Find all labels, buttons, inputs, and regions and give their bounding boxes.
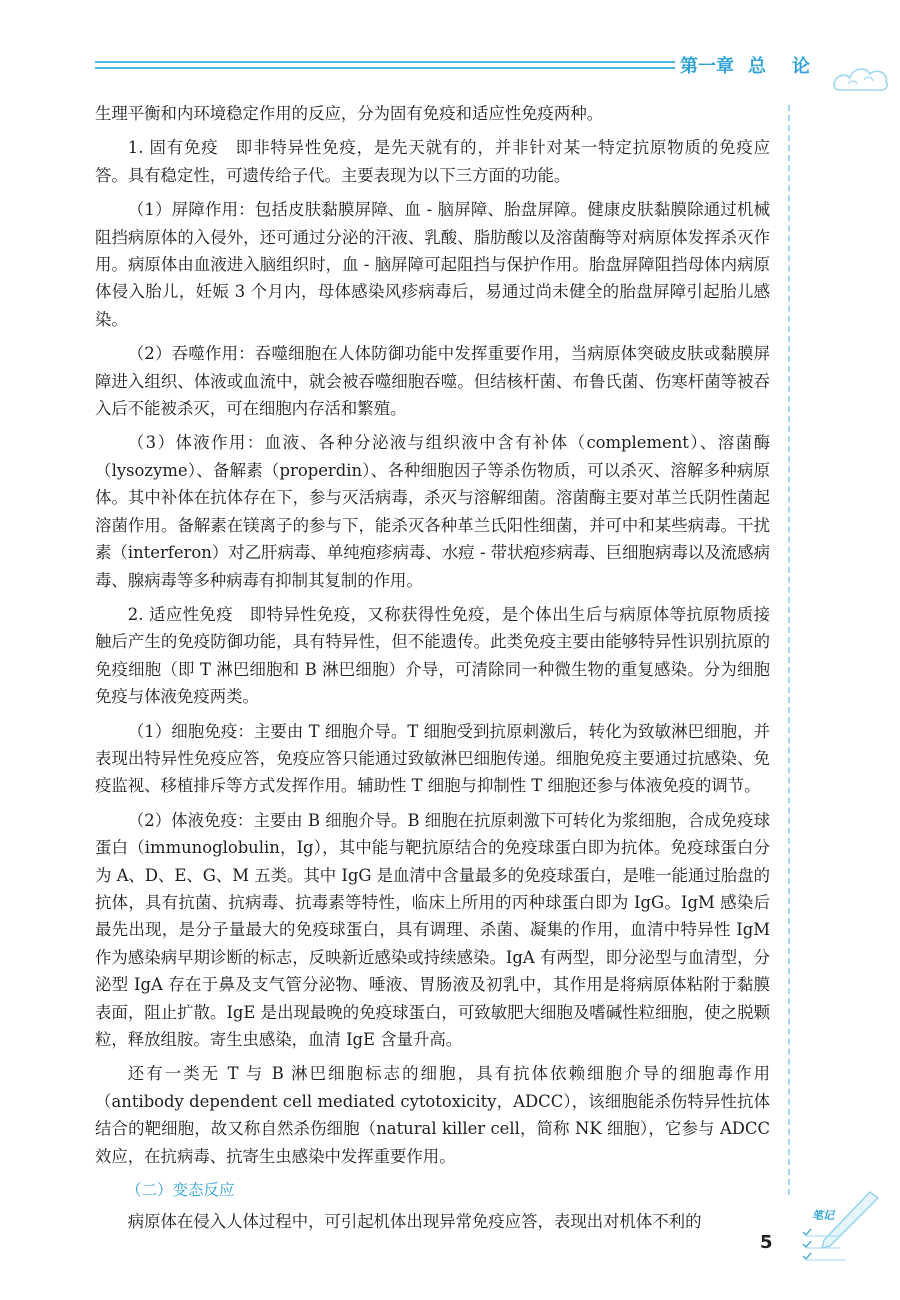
paragraph: （1）细胞免疫：主要由 T 细胞介导。T 细胞受到抗原刺激后，转化为致敏淋巴细胞，并表现出特异性免疫应答，免疫应答只能通过致敏淋巴细胞传递。细胞免疫主要通过抗感染、免疫监视、移植排斥等方式发挥作用。辅助性 T 细胞与抑制性 T 细胞还参与体液免疫的调节。 [95, 721, 770, 796]
chapter-title-2: 论 [792, 56, 810, 77]
page-number: 5 [760, 1232, 773, 1253]
section-subheading: （二）变态反应 [126, 1181, 235, 1200]
paragraph: （2）体液免疫：主要由 B 细胞介导。B 细胞在抗原刺激下可转化为浆细胞，合成免疫球蛋白（immunoglobulin，Ig），其中能与靶抗原结合的免疫球蛋白即为抗体。免疫球蛋白分为 A、D、E、G、M 五类。其中 IgG 是血清中含量最多的免疫球蛋白，是唯一能通过胎盘的抗体，具有抗菌、抗病毒、抗毒素等特性，临床上所用的丙种球蛋白即为 IgG。IgM 感染后最先出现，是分子量最大的免疫球蛋白，具有调理、杀菌、凝集的作用，血清中特异性 IgM 作为感染病早期诊断的标志，反映新近感染或持续感染。IgA 有两型，即分泌型与血清型，分泌型 IgA 存在于鼻及支气管分泌物、唾液、胃肠液及初乳中，其作用是将病原体粘附于黏膜表面，阻止扩散。IgE 是出现最晚的免疫球蛋白，可致敏肥大细胞及嗜碱性粒细胞，使之脱颗粒，释放组胺。寄生虫感染，血清 IgE 含量升高。 [95, 810, 770, 1049]
paragraph: 病原体在侵入人体过程中，可引起机体出现异常免疫应答，表现出对机体不利的 [127, 1212, 702, 1232]
paragraph: 生理平衡和内环境稳定作用的反应，分为固有免疫和适应性免疫两种。 [95, 104, 604, 123]
notes-label: 笔记 [812, 1209, 834, 1222]
paragraph: （3）体液作用：血液、各种分泌液与组织液中含有补体（complement）、溶菌酶（lysozyme）、备解素（properdin）、各种细胞因子等杀伤物质，可以杀灭、溶解多种病原体。其中补体在抗体存在下，参与灭活病毒，杀灭与溶解细菌。溶菌酶主要对革兰氏阴性菌起溶菌作用。备解素在镁离子的参与下，能杀灭各种革兰氏阳性细菌，并可中和某些病毒。干扰素（interferon）对乙肝病毒、单纯疱疹病毒、水痘 - 带状疱疹病毒、巨细胞病毒以及流感病毒、腺病毒等多种病毒有抑制其复制的作用。 [95, 433, 770, 590]
chapter-title-1: 总 [748, 56, 766, 77]
running-header [680, 52, 810, 78]
notes-margin-line [788, 105, 790, 1195]
header-rule [95, 61, 675, 73]
cloud-ornament-icon [830, 56, 892, 96]
pen-notes-icon [800, 1188, 882, 1268]
page-body [95, 100, 770, 1243]
paragraph: 还有一类无 T 与 B 淋巴细胞标志的细胞，具有抗体依赖细胞介导的细胞毒作用（antibody dependent cell mediated cytotoxicity，ADCC），该细胞能杀伤特异性抗体结合的靶细胞，故又称自然杀伤细胞（natural killer cell，简称 NK 细胞），它参与 ADCC 效应，在抗病毒、抗寄生虫感染中发挥重要作用。 [95, 1064, 770, 1166]
paragraph: （2）吞噬作用：吞噬细胞在人体防御功能中发挥重要作用，当病原体突破皮肤或黏膜屏障进入组织、体液或血流中，就会被吞噬细胞吞噬。但结核杆菌、布鲁氏菌、伤寒杆菌等被吞入后不能被杀灭，可在细胞内存活和繁殖。 [95, 344, 770, 419]
paragraph: （1）屏障作用：包括皮肤黏膜屏障、血 - 脑屏障、胎盘屏障。健康皮肤黏膜除通过机械阻挡病原体的入侵外，还可通过分泌的汗液、乳酸、脂肪酸以及溶菌酶等对病原体发挥杀灭作用。病原体由血液进入脑组织时，血 - 脑屏障可起阻挡与保护作用。胎盘屏障阻挡母体内病原体侵入胎儿，妊娠 3 个月内，母体感染风疹病毒后，易通过尚未健全的胎盘屏障引起胎儿感染。 [95, 200, 770, 329]
chapter-label: 第一章 [680, 56, 734, 77]
paragraph: 1. 固有免疫 即非特异性免疫，是先天就有的，并非针对某一特定抗原物质的免疫应答。具有稳定性，可遗传给子代。主要表现为以下三方面的功能。 [95, 138, 770, 185]
paragraph: 2. 适应性免疫 即特异性免疫，又称获得性免疫，是个体出生后与病原体等抗原物质接触后产生的免疫防御功能，具有特异性，但不能遗传。此类免疫主要由能够特异性识别抗原的免疫细胞（即 T 淋巴细胞和 B 淋巴细胞）介导，可清除同一种微生物的重复感染。分为细胞免疫与体液免疫两类。 [95, 604, 770, 707]
